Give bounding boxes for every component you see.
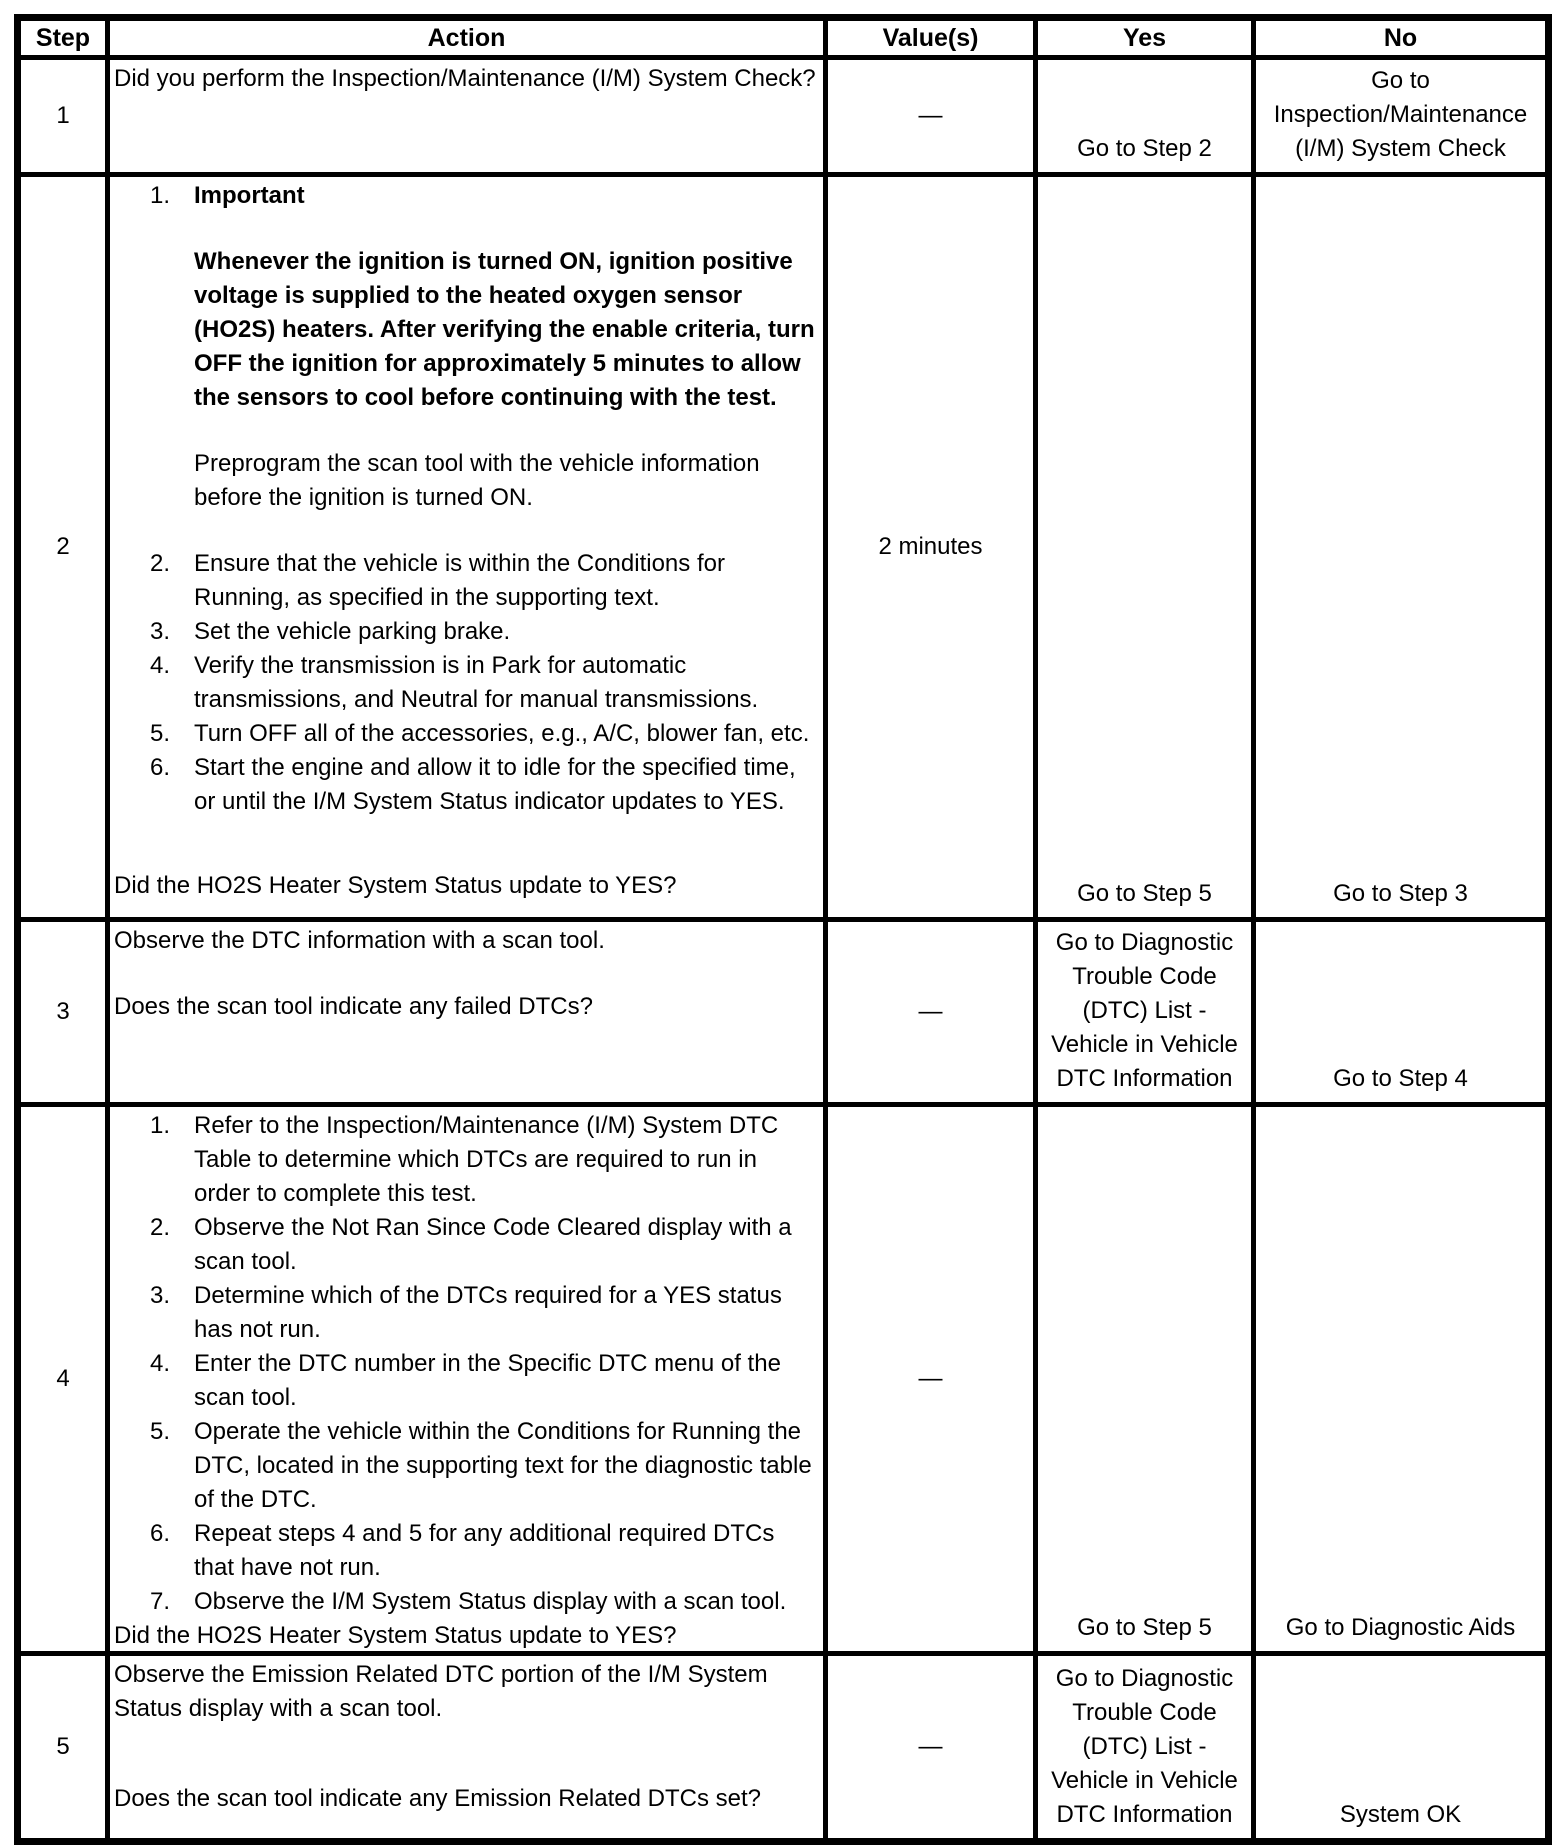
list-item [114, 1517, 819, 1585]
action-intro: Observe the Emission Related DTC portion of the I/M System Status display with a scan tool. [114, 1661, 768, 1722]
list-item-number: 3. [150, 1282, 171, 1309]
list-item-number: 3. [150, 618, 171, 645]
list-item-text: Verify the transmission is in Park for automatic transmissions, and Neutral for manual transmissions. [194, 652, 759, 713]
yes-cell: Go to Diagnostic Trouble Code (DTC) List - Vehicle in Vehicle DTC Information [1036, 1654, 1254, 1842]
list-item-text: Preprogram the scan tool with the vehicle information before the ignition is turned ON. [194, 450, 760, 511]
list-item [114, 615, 819, 649]
action-cell [108, 175, 826, 920]
list-item-text: Determine which of the DTCs required for a YES status has not run. [194, 1282, 782, 1343]
list-item-number: 6. [150, 754, 171, 781]
action-question: Does the scan tool indicate any Emission Related DTCs set? [114, 1785, 761, 1812]
table-row-step-5 [18, 1654, 1549, 1842]
list-item-body [194, 1585, 819, 1619]
list-item-body [194, 1279, 819, 1347]
action-cell [108, 1654, 826, 1842]
step-number: 3 [18, 920, 108, 1105]
action-content [114, 1109, 819, 1649]
action-cell [108, 1105, 826, 1654]
list-item-text: Refer to the Inspection/Maintenance (I/M) System DTC Table to determine which DTCs are required to run in order to complete this test. [194, 1112, 779, 1207]
list-item [114, 1585, 819, 1619]
list-item [114, 179, 819, 515]
table-row-step-1 [18, 58, 1549, 175]
list-item-body [194, 1347, 819, 1415]
table-row-step-2 [18, 175, 1549, 920]
value-cell: — [826, 1105, 1036, 1654]
list-item-text: Start the engine and allow it to idle for the specified time, or until the I/M System Status indicator updates to YES. [194, 754, 796, 815]
list-item-body [194, 1415, 819, 1517]
list-item-body [194, 615, 819, 649]
list-item [114, 1211, 819, 1279]
value-cell: 2 minutes [826, 175, 1036, 920]
list-item [114, 751, 819, 819]
no-cell: Go to Step 3 [1254, 175, 1549, 920]
action-cell [108, 58, 826, 175]
step-number: 1 [18, 58, 108, 175]
list-item-body [194, 1109, 819, 1211]
header-action: Action [108, 18, 826, 58]
list-item-text: Observe the I/M System Status display with a scan tool. [194, 1588, 787, 1615]
list-item-number: 4. [150, 1350, 171, 1377]
action-question: Does the scan tool indicate any failed DTCs? [114, 993, 593, 1020]
list-item [114, 649, 819, 717]
list-item-number: 2. [150, 550, 171, 577]
list-item-body [194, 751, 819, 819]
list-item [114, 1347, 819, 1415]
action-question: Did the HO2S Heater System Status update to YES? [114, 872, 677, 899]
numbered-list [114, 179, 819, 819]
list-item [114, 547, 819, 615]
important-text: Whenever the ignition is turned ON, ignition positive voltage is supplied to the heated oxygen sensor (HO2S) heaters. After verifying the enable criteria, turn OFF the ignition for approximately 5 minutes to allow the sensors to cool before continuing with the test. [194, 248, 815, 411]
action-intro: Observe the DTC information with a scan tool. [114, 927, 605, 954]
value-cell: — [826, 1654, 1036, 1842]
important-label: Important [194, 182, 305, 209]
list-item-body [194, 547, 819, 615]
list-item-text: Set the vehicle parking brake. [194, 618, 511, 645]
value-cell: — [826, 58, 1036, 175]
numbered-list [114, 1109, 819, 1619]
list-item-number: 1. [150, 1112, 171, 1139]
list-item [114, 1279, 819, 1347]
list-item-number: 4. [150, 652, 171, 679]
list-item-number: 5. [150, 720, 171, 747]
yes-cell: Go to Step 2 [1036, 58, 1254, 175]
header-step: Step [18, 18, 108, 58]
list-item-number: 5. [150, 1418, 171, 1445]
list-item-number: 1. [150, 182, 171, 209]
table-row-step-4 [18, 1105, 1549, 1654]
no-cell: Go to Inspection/Maintenance (I/M) System Check [1254, 58, 1549, 175]
list-item-number: 2. [150, 1214, 171, 1241]
header-row [18, 18, 1549, 58]
list-item [114, 1415, 819, 1517]
diagnostic-table [14, 14, 1552, 1845]
list-item-body [194, 717, 819, 751]
action-content [114, 179, 819, 903]
action-cell [108, 920, 826, 1105]
list-item-number: 7. [150, 1588, 171, 1615]
step-number: 2 [18, 175, 108, 920]
value-cell: — [826, 920, 1036, 1105]
yes-cell: Go to Diagnostic Trouble Code (DTC) List - Vehicle in Vehicle DTC Information [1036, 920, 1254, 1105]
list-item [114, 717, 819, 751]
table-row-step-3 [18, 920, 1549, 1105]
header-yes: Yes [1036, 18, 1254, 58]
list-item-number: 6. [150, 1520, 171, 1547]
action-question: Did the HO2S Heater System Status update to YES? [114, 1622, 677, 1649]
step-number: 4 [18, 1105, 108, 1654]
list-item [114, 1109, 819, 1211]
list-item-text: Observe the Not Ran Since Code Cleared display with a scan tool. [194, 1214, 792, 1275]
step-number: 5 [18, 1654, 108, 1842]
yes-cell: Go to Step 5 [1036, 175, 1254, 920]
list-item-body [194, 1211, 819, 1279]
header-values: Value(s) [826, 18, 1036, 58]
list-item-body [194, 179, 819, 515]
no-cell: Go to Step 4 [1254, 920, 1549, 1105]
list-item-text: Repeat steps 4 and 5 for any additional required DTCs that have not run. [194, 1520, 775, 1581]
list-item-text: Ensure that the vehicle is within the Conditions for Running, as specified in the supporting text. [194, 550, 725, 611]
list-item-text: Enter the DTC number in the Specific DTC menu of the scan tool. [194, 1350, 781, 1411]
list-item-text: Operate the vehicle within the Conditions for Running the DTC, located in the supporting text for the diagnostic table of the DTC. [194, 1418, 812, 1513]
list-item-body [194, 649, 819, 717]
no-cell: Go to Diagnostic Aids [1254, 1105, 1549, 1654]
list-item-text: Turn OFF all of the accessories, e.g., A/C, blower fan, etc. [194, 720, 810, 747]
no-cell: System OK [1254, 1654, 1549, 1842]
header-no: No [1254, 18, 1549, 58]
action-question: Did you perform the Inspection/Maintenance (I/M) System Check? [114, 65, 816, 92]
yes-cell: Go to Step 5 [1036, 1105, 1254, 1654]
list-item-body [194, 1517, 819, 1585]
